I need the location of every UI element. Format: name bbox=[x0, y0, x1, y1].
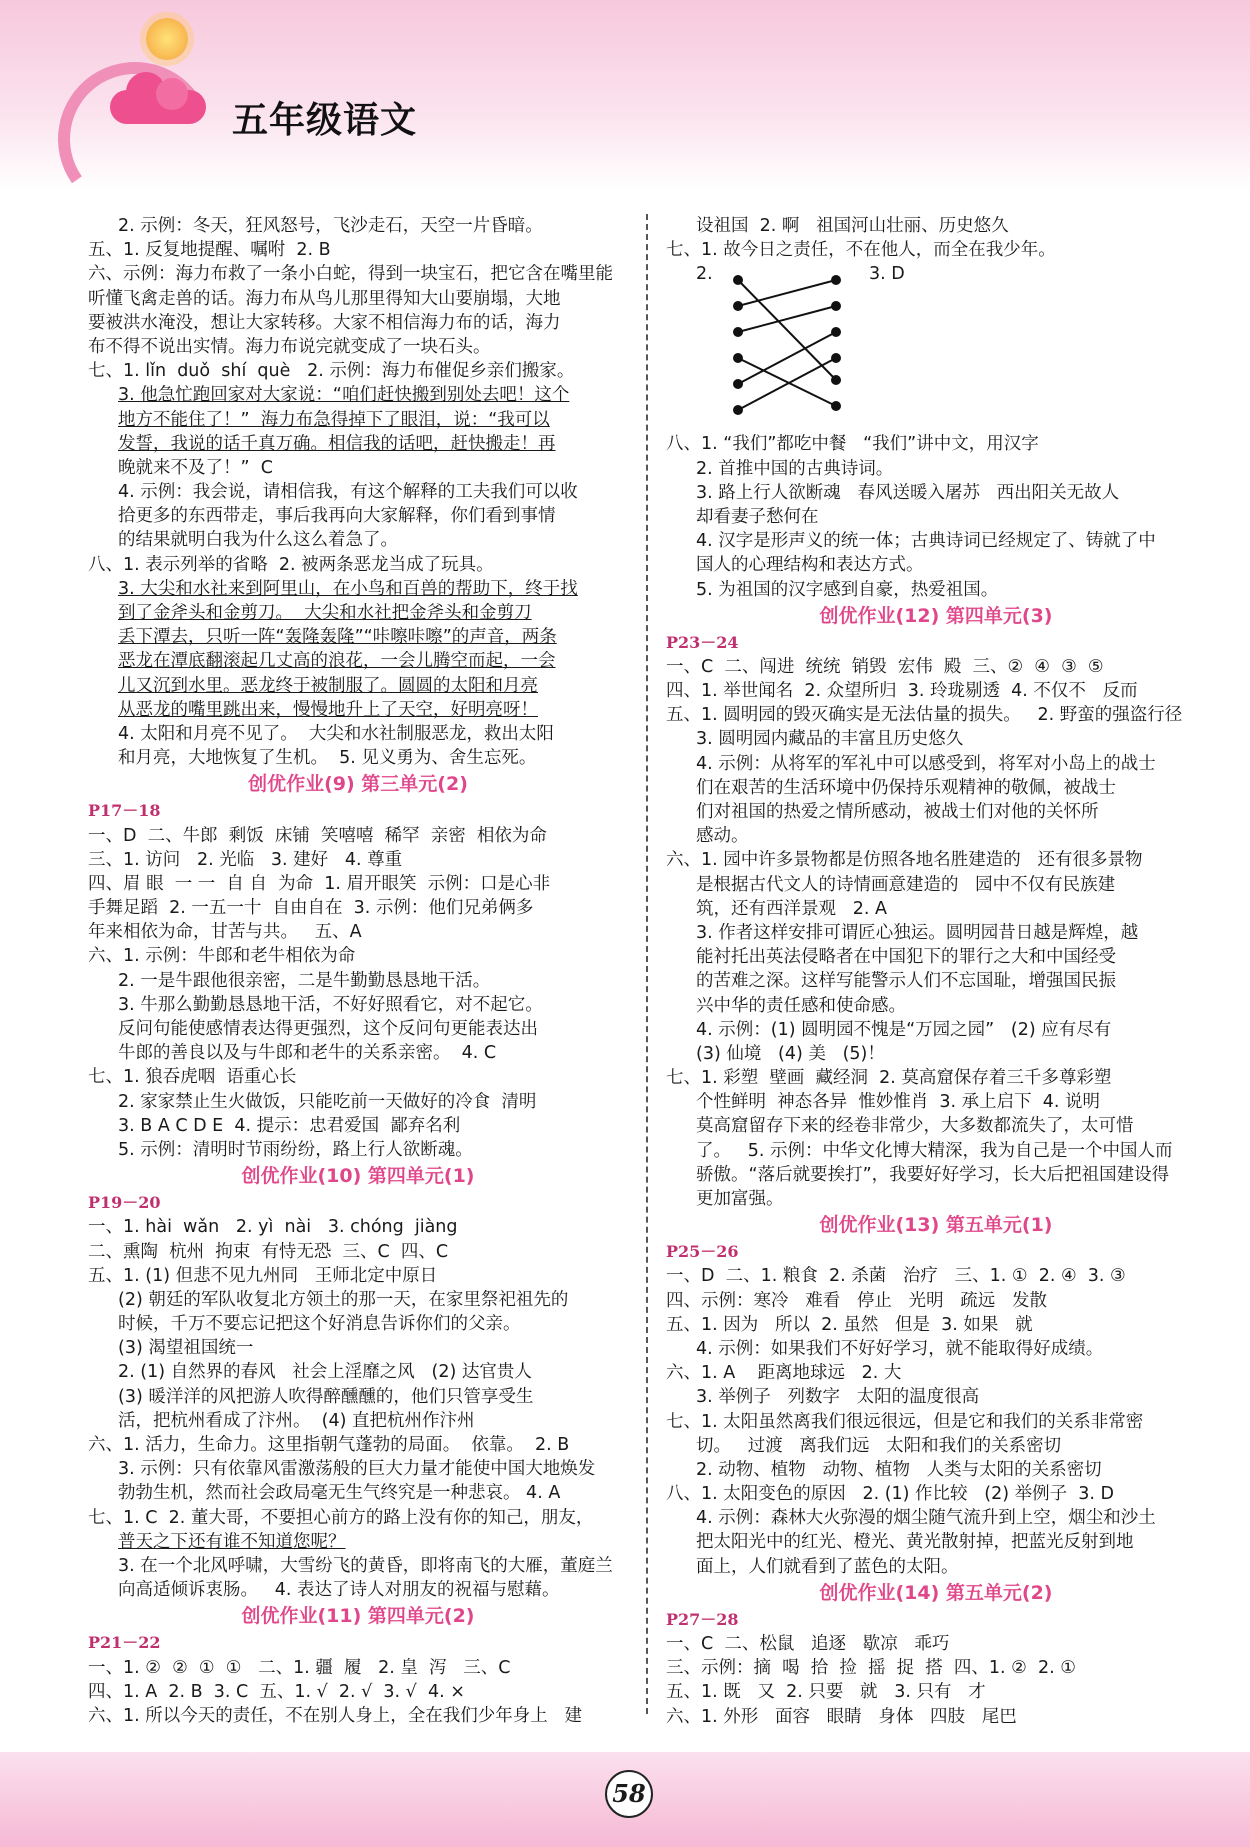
answer-line: 五、1. 圆明园的毁灭确实是无法估量的损失。 2. 野蛮的强盗行径 bbox=[666, 705, 1183, 726]
answer-line: 是根据古代文人的诗情画意建造的 园中不仅有民族建 bbox=[696, 874, 1116, 895]
answer-line: 莫高窟留存下来的经卷非常少，大多数都流失了，太可惜 bbox=[696, 1116, 1134, 1137]
section-heading: 创优作业(10) 第四单元(1) bbox=[241, 1165, 475, 1188]
answer-line: 兴中华的责任感和使命感。 bbox=[696, 995, 906, 1016]
answer-line: 切。 过渡 离我们远 太阳和我们的关系密切 bbox=[696, 1435, 1062, 1456]
match-dot bbox=[832, 276, 840, 284]
answer-line: 面上，人们就看到了蓝色的太阳。 bbox=[696, 1556, 959, 1577]
answer-line: 发誓，我说的话千真万确。相信我的话吧，赶快搬走！再 bbox=[118, 433, 556, 454]
page-range-label: P21－22 bbox=[88, 1633, 161, 1653]
answer-line: 四、示例：寒冷 难看 停止 光明 疏远 发散 bbox=[666, 1290, 1047, 1311]
match-dot bbox=[832, 302, 840, 310]
match-dot bbox=[832, 328, 840, 336]
answer-line: 八、1. “我们”都吃中餐 “我们”讲中文，用汉字 bbox=[666, 434, 1039, 455]
answer-line: 和月亮，大地恢复了生机。 5. 见义勇为、舍生忘死。 bbox=[118, 748, 537, 769]
answer-line: 一、D 二、1. 粮食 2. 杀菌 治疗 三、1. ① 2. ④ 3. ③ bbox=[666, 1266, 1126, 1287]
match-dot bbox=[734, 302, 742, 310]
answer-line: 从恶龙的嘴里跳出来，慢慢地升上了天空，好明亮呀！ bbox=[118, 699, 538, 720]
answer-line: 儿又沉到水里。恶龙终于被制服了。圆圆的太阳和月亮 bbox=[118, 675, 538, 696]
answer-line: 3. 牛那么勤勤恳恳地干活，不好好照看它，对不起它。 bbox=[118, 994, 543, 1015]
answer-line: 晚就来不及了！” C bbox=[118, 457, 273, 478]
answer-line: 们在艰苦的生活环境中仍保持乐观精神的敬佩，被战士 bbox=[696, 777, 1116, 798]
page-range-label: P25－26 bbox=[666, 1242, 739, 1262]
answer-line: 四、眉 眼 一 一 自 自 为命 1. 眉开眼笑 示例：口是心非 bbox=[88, 873, 551, 894]
answer-line: 3. 示例：只有依靠风雷激荡般的巨大力量才能使中国大地焕发 bbox=[118, 1459, 596, 1480]
answer-line: 一、C 二、闯进 统统 销毁 宏伟 殿 三、② ④ ③ ⑤ bbox=[666, 656, 1104, 677]
answer-line: 2. 家家禁止生火做饭，只能吃前一天做好的冷食 清明 bbox=[118, 1091, 537, 1112]
match-dot bbox=[734, 380, 742, 388]
answer-line: 筑，还有西洋景观 2. A bbox=[696, 898, 887, 919]
section-heading: 创优作业(11) 第四单元(2) bbox=[241, 1605, 475, 1628]
answer-line: 五、1. 因为 所以 2. 虽然 但是 3. 如果 就 bbox=[666, 1314, 1033, 1335]
answer-line: 4. 示例：从将军的军礼中可以感受到，将军对小岛上的战士 bbox=[696, 753, 1156, 774]
answer-line: 设祖国 2. 啊 祖国河山壮丽、历史悠久 bbox=[696, 216, 1009, 236]
answer-line: 骄傲。“落后就要挨打”，我要好好学习，长大后把祖国建设得 bbox=[696, 1164, 1170, 1185]
answer-line: 二、熏陶 杭州 拘束 有恃无恐 三、C 四、C bbox=[88, 1241, 449, 1262]
answer-line: 4. 示例：森林大火弥漫的烟尘随气流升到上空，烟尘和沙土 bbox=[696, 1508, 1156, 1529]
answer-line: 五、1. (1) 但悲不见九州同 王师北定中原日 bbox=[88, 1265, 438, 1286]
answer-line: 勃勃生机，然而社会政局毫无生气终究是一种悲哀。 4. A bbox=[118, 1483, 561, 1504]
answer-line: 六、示例：海力布救了一条小白蛇，得到一块宝石，把它含在嘴里能 bbox=[88, 264, 613, 285]
answer-line: 拾更多的东西带走，事后我再向大家解释，你们看到事情 bbox=[118, 506, 556, 527]
answer-line: 4. 示例：我会说，请相信我，有这个解释的工夫我们可以收 bbox=[118, 482, 578, 503]
sun-icon bbox=[146, 18, 188, 60]
answer-line: 2. 首推中国的古典诗词。 bbox=[696, 458, 894, 479]
answer-line: 3. 圆明园内藏品的丰富且历史悠久 bbox=[696, 729, 964, 750]
answer-line: 三、1. 访问 2. 光临 3. 建好 4. 尊重 bbox=[88, 849, 403, 870]
answer-line: 4. 太阳和月亮不见了。 大尖和水社制服恶龙，救出太阳 bbox=[118, 723, 554, 744]
answer-line: 的苦难之深。这样写能警示人们不忘国耻，增强国民振 bbox=[696, 971, 1116, 992]
answer-line: 3. 作者这样安排可谓匠心独运。圆明园昔日越是辉煌，越 bbox=[696, 922, 1139, 943]
page-range-label: P17－18 bbox=[88, 801, 161, 821]
answer-line: 恶龙在潭底翻滚起几丈高的浪花，一会儿腾空而起，一会 bbox=[118, 651, 556, 672]
answer-column-left bbox=[88, 214, 628, 1728]
matching-lines bbox=[726, 262, 866, 432]
answer-line: 却看妻子愁何在 bbox=[696, 506, 819, 527]
answer-line: 七、1. 彩塑 壁画 藏经洞 2. 莫高窟保存着三千多尊彩塑 bbox=[666, 1068, 1112, 1089]
section-heading: 创优作业(12) 第四单元(3) bbox=[819, 604, 1053, 627]
answer-line: (3) 渴望祖国统一 bbox=[118, 1338, 254, 1359]
answer-line: 牛郎的善良以及与牛郎和老牛的关系亲密。 4. C bbox=[118, 1043, 497, 1064]
answer-line: 能衬托出英法侵略者在中国犯下的罪行之大和中国经受 bbox=[696, 947, 1116, 968]
answer-line: 普天之下还有谁不知道您呢？ bbox=[118, 1531, 346, 1552]
answer-line: 八、1. 太阳变色的原因 2. (1) 作比较 (2) 举例子 3. D bbox=[666, 1484, 1114, 1505]
answer-line: 丢下潭去，只听一阵“轰隆轰隆”“咔嚓咔嚓”的声音，两条 bbox=[118, 627, 557, 648]
answer-line: 3. 在一个北风呼啸，大雪纷飞的黄昏，即将南飞的大雁，董庭兰 bbox=[118, 1555, 613, 1576]
answer-line: 反问句能使感情表达得更强烈，这个反问句更能表达出 bbox=[118, 1019, 538, 1039]
answer-line: 3. 他急忙跑回家对大家说：“咱们赶快搬到别处去吧！这个 bbox=[118, 385, 570, 406]
answer-line: 2. 动物、植物 动物、植物 人类与太阳的关系密切 bbox=[696, 1459, 1102, 1480]
answer-line: 们对祖国的热爱之情所感动，被战士们对他的关怀所 bbox=[696, 802, 1099, 822]
answer-line: 七、1. 狼吞虎咽 语重心长 bbox=[88, 1067, 297, 1088]
page-range-label: P27－28 bbox=[666, 1609, 739, 1629]
answer-line: 五、1. 既 又 2. 只要 就 3. 只有 才 bbox=[666, 1682, 986, 1703]
answer-line: (2) 朝廷的军队收复北方领土的那一天，在家里祭祀祖先的 bbox=[118, 1289, 569, 1310]
section-heading: 创优作业(9) 第三单元(2) bbox=[248, 773, 468, 796]
match-dot bbox=[832, 376, 840, 384]
answer-line: 向高适倾诉衷肠。 4. 表达了诗人对朋友的祝福与慰藉。 bbox=[118, 1580, 560, 1601]
answer-line: 活，把杭州看成了汴州。 (4) 直把杭州作汴州 bbox=[118, 1410, 475, 1431]
matching-label-3: 3. D bbox=[869, 264, 905, 285]
answer-line: 时候，千万不要忘记把这个好消息告诉你们的父亲。 bbox=[118, 1314, 521, 1335]
answer-column-right bbox=[666, 214, 1206, 1729]
answer-line: 六、1. 活力，生命力。这里指朝气蓬勃的局面。 依靠。 2. B bbox=[88, 1435, 570, 1455]
answer-line: 七、1. C 2. 董大哥，不要担心前方的路上没有你的知己，朋友， bbox=[88, 1507, 594, 1528]
answer-line: 一、C 二、松鼠 追逐 歇凉 乖巧 bbox=[666, 1634, 950, 1654]
answer-line: 六、1. A 距离地球远 2. 大 bbox=[666, 1363, 902, 1384]
answer-line: 国人的心理结构和表达方式。 bbox=[696, 555, 924, 576]
match-dot bbox=[734, 276, 742, 284]
page-header-band bbox=[0, 0, 1250, 190]
section-heading: 创优作业(14) 第五单元(2) bbox=[819, 1581, 1053, 1604]
answer-line: 3. B A C D E 4. 提示：忠君爱国 鄙弃名利 bbox=[118, 1115, 461, 1136]
page-range-label: P19－20 bbox=[88, 1193, 161, 1213]
answer-line: 六、1. 园中许多景物都是仿照各地名胜建造的 还有很多景物 bbox=[666, 850, 1143, 871]
answer-line: 七、1. lǐn duǒ shí què 2. 示例：海力布催促乡亲们搬家。 bbox=[88, 361, 575, 382]
answer-line: 一、D 二、牛郎 剩饭 床铺 笑嘻嘻 稀罕 亲密 相依为命 bbox=[88, 825, 547, 846]
cloud-icon bbox=[110, 90, 206, 124]
answer-line: 要被洪水淹没，想让大家转移。大家不相信海力布的话，海力 bbox=[88, 312, 561, 333]
answer-line: 六、1. 示例：牛郎和老牛相依为命 bbox=[88, 946, 356, 967]
answer-line: 年来相依为命，甘苦与共。 五、A bbox=[88, 922, 362, 943]
answer-line: 2. 一是牛跟他很亲密，二是牛勤勤恳恳地干活。 bbox=[118, 970, 491, 991]
answer-line: 了。 5. 示例：中华文化博大精深，我为自己是一个中国人而 bbox=[696, 1140, 1173, 1161]
answer-line: 四、1. A 2. B 3. C 五、1. √ 2. √ 3. √ 4. × bbox=[88, 1681, 465, 1702]
match-line bbox=[738, 306, 836, 332]
answer-line: 把太阳光中的红光、橙光、黄光散射掉，把蓝光反射到地 bbox=[696, 1532, 1134, 1553]
match-dot bbox=[734, 328, 742, 336]
answer-line: 五、1. 反复地提醒、嘱咐 2. B bbox=[88, 240, 331, 261]
answer-line: 四、1. 举世闻名 2. 众望所归 3. 玲珑剔透 4. 不仅不 反而 bbox=[666, 681, 1138, 702]
answer-line: 4. 汉字是形声义的统一体；古典诗词已经规定了、铸就了中 bbox=[696, 531, 1156, 552]
answer-line: 一、1. ② ② ① ① 二、1. 疆 履 2. 皇 泻 三、C bbox=[88, 1657, 511, 1678]
answer-line: 2. 示例：冬天，狂风怒号，飞沙走石，天空一片昏暗。 bbox=[118, 216, 543, 236]
answer-line: 个性鲜明 神态各异 惟妙惟肖 3. 承上启下 4. 说明 bbox=[696, 1092, 1101, 1113]
answer-line: 3. 举例子 列数字 太阳的温度很高 bbox=[696, 1387, 980, 1408]
answer-line: 七、1. 故今日之责任，不在他人，而全在我少年。 bbox=[666, 240, 1056, 261]
section-heading: 创优作业(13) 第五单元(1) bbox=[819, 1214, 1053, 1237]
match-line bbox=[738, 280, 836, 306]
answer-line: 5. 示例：清明时节雨纷纷，路上行人欲断魂。 bbox=[118, 1139, 473, 1160]
match-dot bbox=[734, 354, 742, 362]
matching-diagram bbox=[666, 262, 1206, 432]
answer-line: 更加富强。 bbox=[696, 1189, 784, 1209]
answer-line: 手舞足蹈 2. 一五一十 自由自在 3. 示例：他们兄弟俩多 bbox=[88, 898, 534, 919]
matching-label-2: 2. bbox=[696, 264, 713, 285]
answer-line: 3. 路上行人欲断魂 春风送暖入屠苏 西出阳关无故人 bbox=[696, 482, 1120, 503]
match-dot bbox=[832, 402, 840, 410]
answer-line: 七、1. 太阳虽然离我们很远很远，但是它和我们的关系非常密 bbox=[666, 1411, 1144, 1432]
answer-line: 4. 示例：(1) 圆明园不愧是“万园之园” (2) 应有尽有 bbox=[696, 1019, 1112, 1040]
answer-line: 三、示例：摘 喝 拾 捡 摇 捉 搭 四、1. ② 2. ① bbox=[666, 1658, 1076, 1679]
page-number: 58 bbox=[605, 1770, 653, 1818]
answer-line: 八、1. 表示列举的省略 2. 被两条恶龙当成了玩具。 bbox=[88, 554, 494, 575]
answer-line: 5. 为祖国的汉字感到自豪，热爱祖国。 bbox=[696, 579, 999, 600]
answer-line: (3) 暖洋洋的风把游人吹得醉醺醺的，他们只管享受生 bbox=[118, 1386, 534, 1407]
match-line bbox=[738, 332, 836, 384]
answer-line: 听懂飞禽走兽的话。海力布从鸟儿那里得知大山要崩塌，大地 bbox=[88, 288, 561, 309]
answer-line: 的结果就明白我为什么这么着急了。 bbox=[118, 530, 398, 551]
answer-line: 地方不能住了！” 海力布急得掉下了眼泪，说：“我可以 bbox=[118, 409, 550, 430]
answer-line: (3) 仙境 (4) 美 (5)！ bbox=[696, 1043, 885, 1064]
page-title: 五年级语文 bbox=[232, 99, 418, 141]
match-dot bbox=[734, 406, 742, 414]
answer-line: 六、1. 所以今天的责任，不在别人身上，全在我们少年身上 建 bbox=[88, 1705, 582, 1726]
answer-line: 2. (1) 自然界的春风 社会上淫靡之风 (2) 达官贵人 bbox=[118, 1362, 532, 1383]
answer-line: 3. 大尖和水社来到阿里山，在小鸟和百兽的帮助下，终于找 bbox=[118, 578, 578, 599]
answer-line: 到了金斧头和金剪刀。 大尖和水社把金斧头和金剪刀 bbox=[118, 603, 532, 623]
answer-line: 六、1. 外形 面容 眼睛 身体 四肢 尾巴 bbox=[666, 1706, 1017, 1727]
match-dot bbox=[832, 354, 840, 362]
answer-line: 4. 示例：如果我们不好好学习，就不能取得好成绩。 bbox=[696, 1338, 1104, 1359]
answer-line: 布不得不说出实情。海力布说完就变成了一块石头。 bbox=[88, 336, 491, 357]
column-divider bbox=[646, 214, 648, 1714]
page-range-label: P23－24 bbox=[666, 632, 739, 652]
answer-line: 感动。 bbox=[696, 826, 749, 847]
answer-line: 一、1. hài wǎn 2. yì nài 3. chóng jiàng bbox=[88, 1217, 458, 1238]
